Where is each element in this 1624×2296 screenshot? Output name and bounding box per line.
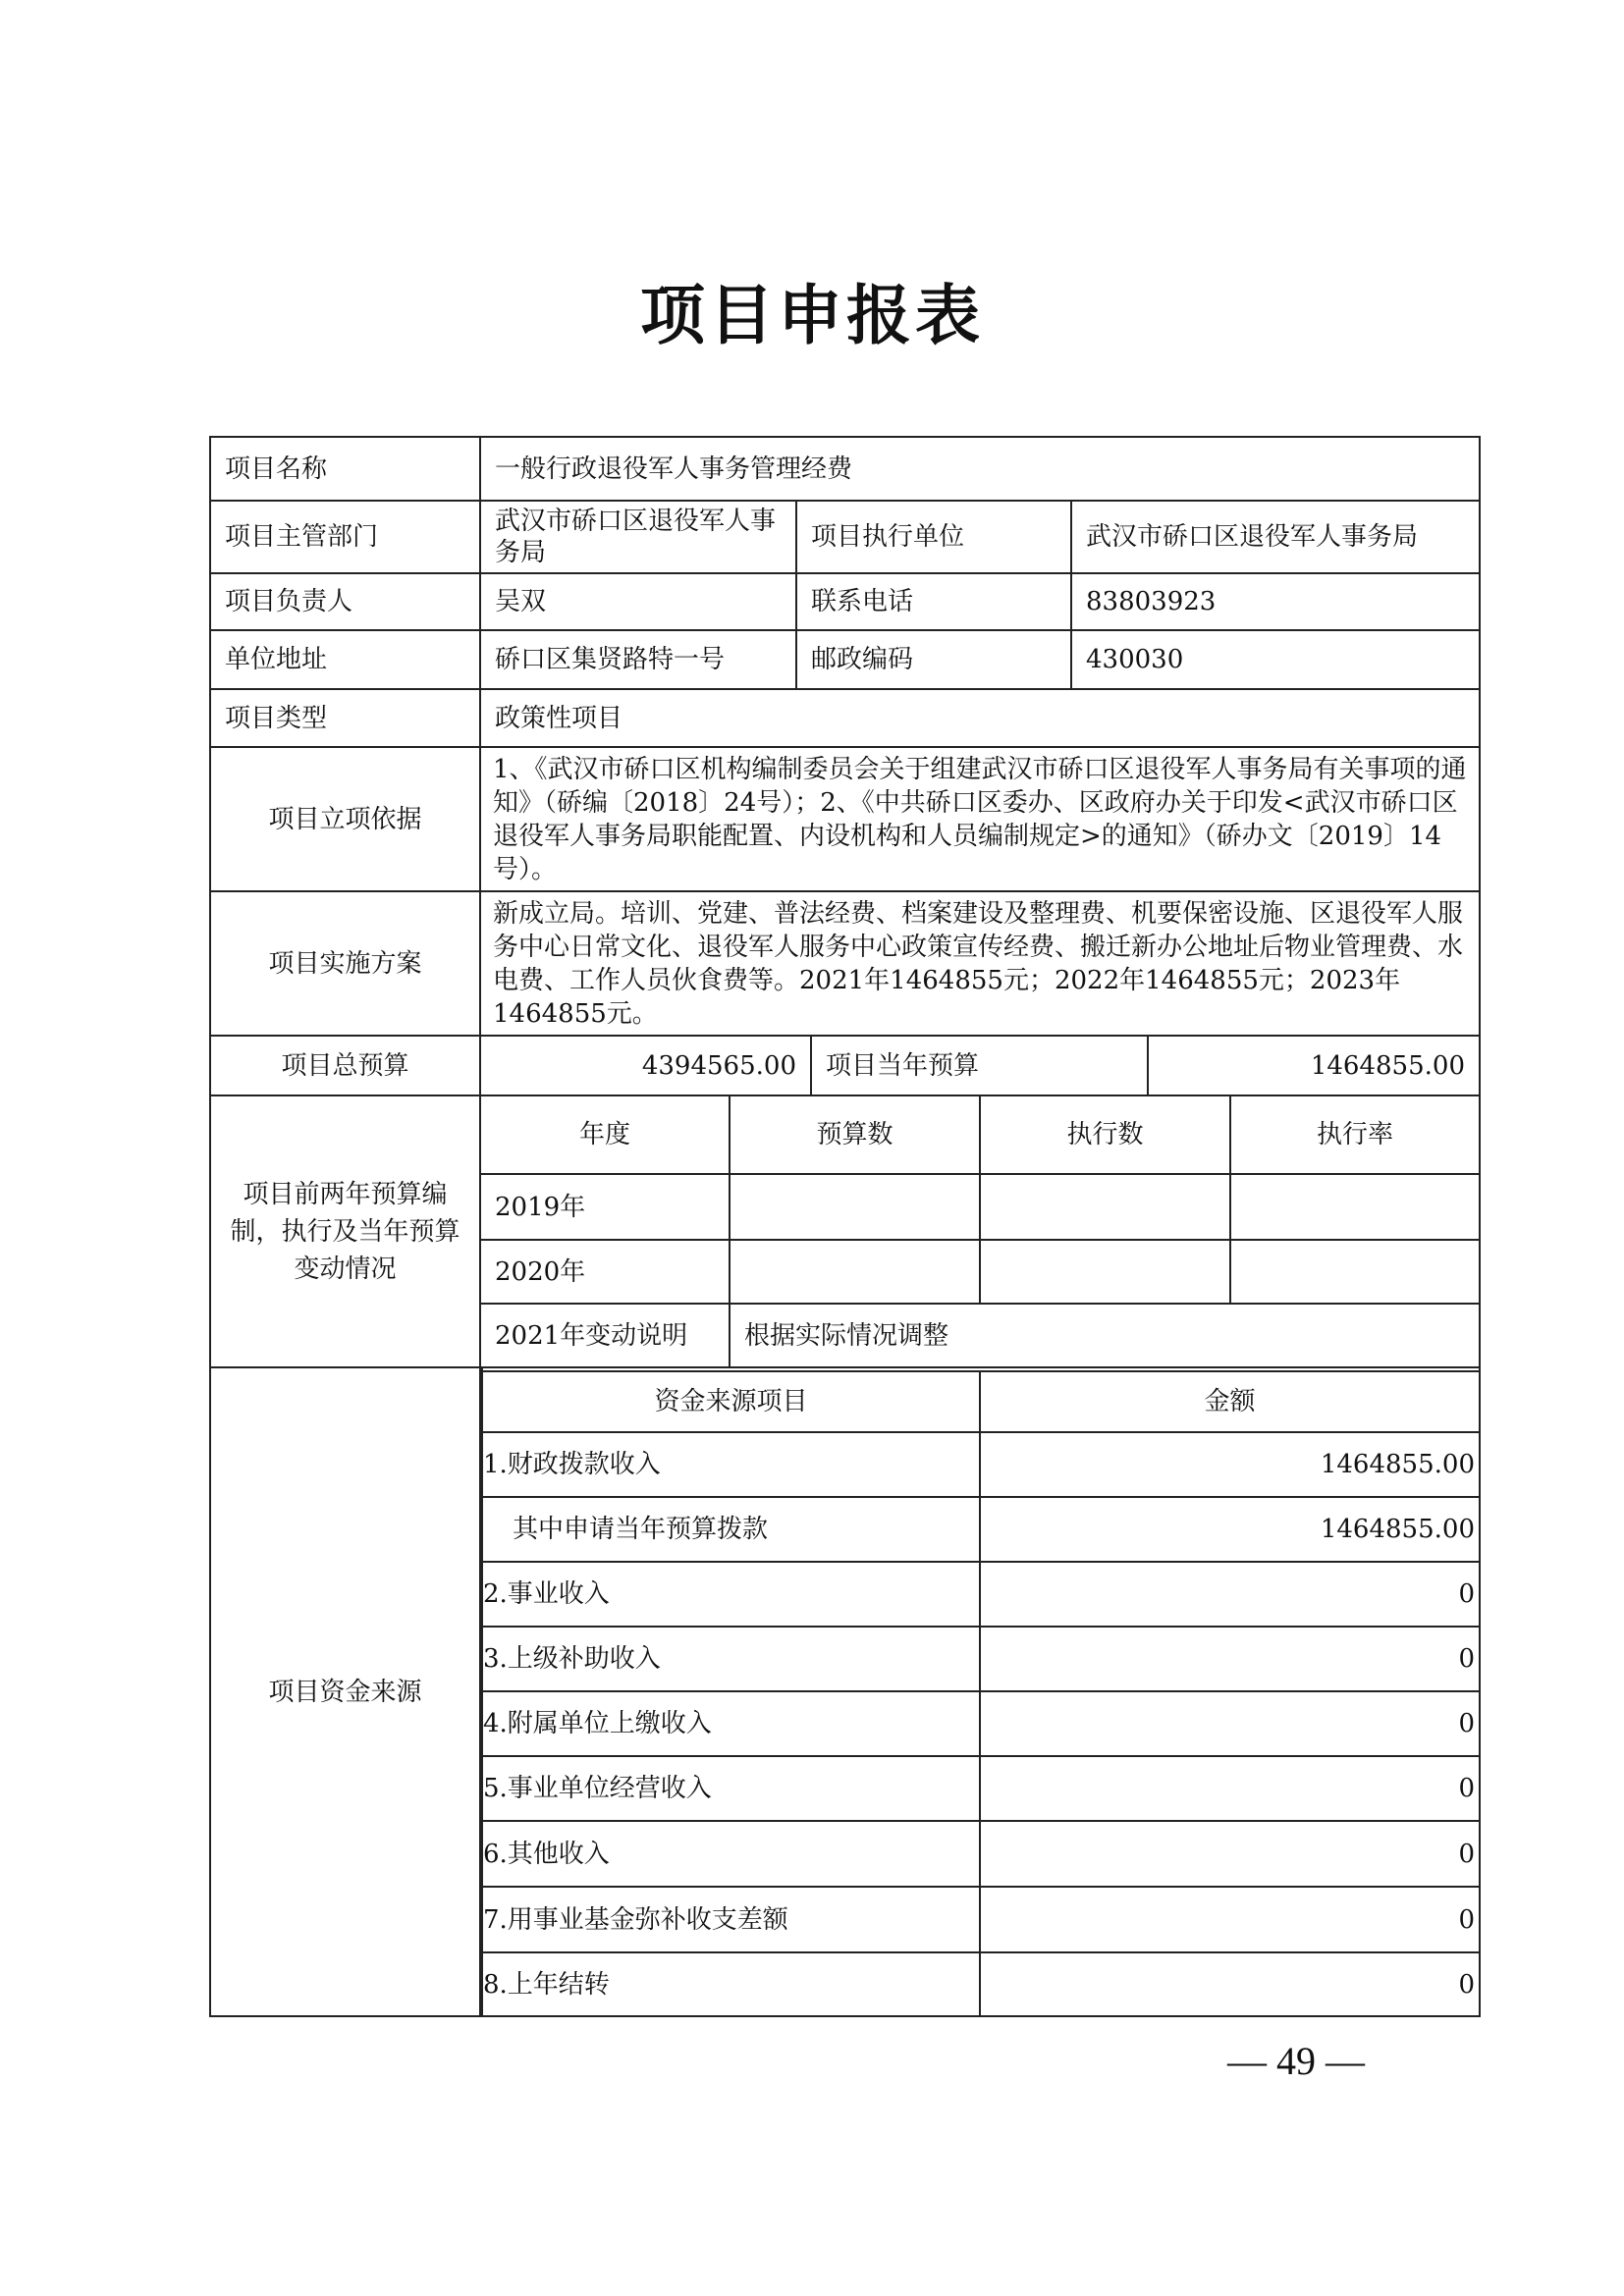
funding-row-amount: 0 [1458,1904,1475,1935]
change-label: 2021年变动说明 [495,1320,688,1351]
exec-unit-value: 武汉市硚口区退役军人事务局 [1086,522,1419,552]
page-number: — 49 — [1227,2039,1365,2083]
funding-row-amount: 0 [1458,1969,1475,2000]
phone-label: 联系电话 [811,587,914,616]
funding-row-name: 4.附属单位上缴收入 [483,1709,712,1738]
history-row-year: 2020年 [495,1256,586,1287]
page-title: 项目申报表 [640,278,984,353]
history-header-year: 年度 [578,1120,630,1149]
funding-row-name: 6.其他收入 [483,1839,610,1869]
basis-label: 项目立项依据 [268,804,422,834]
funding-row-name: 8.上年结转 [483,1969,610,2000]
year-budget-label: 项目当年预算 [826,1050,980,1081]
history-row-exec [981,1175,1229,1239]
funding-row-amount: 0 [1458,1644,1475,1674]
funding-row-name: 2.事业收入 [483,1579,610,1609]
history-label: 项目前两年预算编制，执行及当年预算变动情况 [230,1179,460,1284]
project-name-label: 项目名称 [225,454,328,484]
funding-row-amount: 0 [1458,1579,1475,1609]
leader-value: 吴双 [495,587,547,616]
phone-value: 83803923 [1086,587,1217,616]
funding-row-amount: 1464855.00 [1320,1450,1475,1479]
department-label: 项目主管部门 [225,522,379,552]
funding-row-amount: 0 [1458,1709,1475,1738]
funding-row-amount: 0 [1458,1839,1475,1869]
plan-label: 项目实施方案 [268,948,422,979]
project-name-value: 一般行政退役军人事务管理经费 [495,454,853,484]
total-budget-label: 项目总预算 [281,1050,409,1081]
address-value: 硚口区集贤路特一号 [495,645,726,674]
funding-row-name: 1.财政拨款收入 [483,1450,661,1479]
year-budget-value: 1464855.00 [1310,1050,1465,1081]
leader-label: 项目负责人 [225,587,353,616]
funding-header-amount: 金额 [1204,1387,1256,1416]
funding-row-amount: 0 [1458,1774,1475,1803]
history-row-year: 2019年 [495,1192,586,1222]
history-header-exec: 执行数 [1066,1120,1144,1149]
funding-row-amount: 1464855.00 [1320,1515,1475,1544]
type-value: 政策性项目 [495,703,623,733]
history-row-budget [731,1241,979,1303]
funding-row-name: 其中申请当年预算拨款 [513,1515,769,1544]
history-header-rate: 执行率 [1316,1120,1393,1149]
page-number-value: 49 [1276,2039,1316,2083]
history-row-rate [1231,1241,1479,1303]
history-row-budget [731,1175,979,1239]
total-budget-value: 4394565.00 [641,1050,796,1081]
funding-row-name: 5.事业单位经营收入 [483,1774,712,1803]
plan-value: 新成立局。培训、党建、普法经费、档案建设及整理费、机要保密设施、区退役军人服务中心日常文化、退役军人服务中心政策宣传经费、搬迁新办公地址后物业管理费、水电费、工作人员伙食费等。2021年1464855元；2022年1464855元；2023年1464855元。 [493,898,1464,1029]
address-label: 单位地址 [225,645,328,674]
basis-value: 1、《武汉市硚口区机构编制委员会关于组建武汉市硚口区退役军人事务局有关事项的通知》（硚编〔2018〕24号）；2、《中共硚口区委办、区政府办关于印发<武汉市硚口区退役军人事务局职能配置、内设机构和人员编制规定>的通知》（硚办文〔2019〕14号）。 [493,754,1467,884]
zip-value: 430030 [1086,645,1184,674]
funding-row-name: 7.用事业基金弥补收支差额 [483,1904,788,1935]
zip-label: 邮政编码 [811,645,914,674]
funding-header-source: 资金来源项目 [654,1387,808,1416]
department-value: 武汉市硚口区退役军人事务局 [495,507,777,567]
change-value: 根据实际情况调整 [744,1320,949,1351]
history-row-exec [981,1241,1229,1303]
type-label: 项目类型 [225,703,328,733]
history-row-rate [1231,1175,1479,1239]
exec-unit-label: 项目执行单位 [811,522,965,552]
funding-row-name: 3.上级补助收入 [483,1644,661,1674]
history-header-budget: 预算数 [816,1120,893,1149]
funding-label: 项目资金来源 [268,1677,422,1707]
